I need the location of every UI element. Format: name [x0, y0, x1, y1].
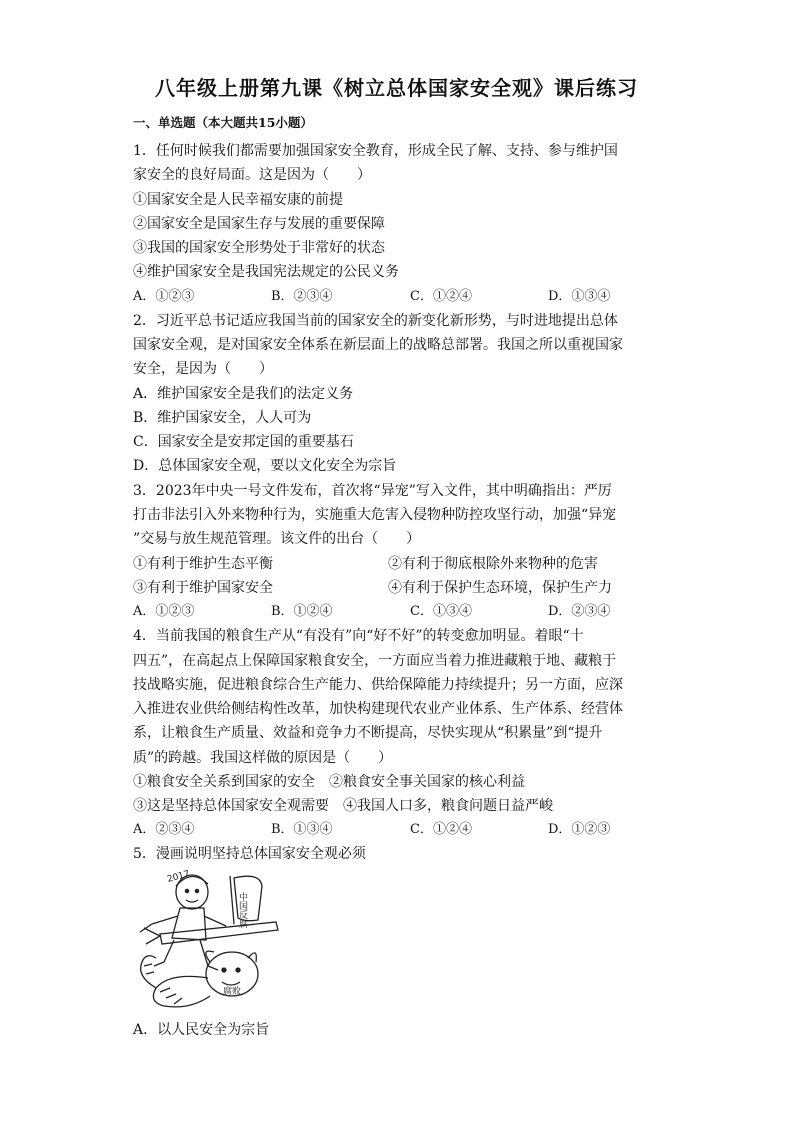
- q1-item-1: ①国家安全是人民幸福安康的前提: [133, 192, 343, 208]
- q2-choice-b: B．维护国家安全，人人可为: [133, 410, 312, 426]
- cartoon-banner-label: 中国反腐: [237, 892, 247, 928]
- q1-line-2: 家安全的良好局面。这是因为（ ）: [133, 167, 371, 183]
- q3-choice-b: B．①②④: [271, 604, 333, 619]
- q2-line-2: 国家安全观，是对国家安全体系在新层面上的战略总部署。我国之所以重视国家: [133, 337, 623, 353]
- q4-line-2: 四五”，在高起点上保障国家粮食安全，一方面应当着力推进藏粮于地、藏粮于: [133, 653, 617, 669]
- q4-choice-b: B．①③④: [271, 822, 333, 837]
- q5-line-1: 5．漫画说明坚持总体国家安全观必须: [133, 846, 366, 862]
- man-arm-right: [204, 916, 226, 926]
- q2-choice-a: A．维护国家安全是我们的法定义务: [133, 386, 354, 402]
- cartoon-year-label: 2017: [166, 869, 191, 885]
- q4-line-1: 4．当前我国的粮食生产从“有没有”向“好不好”的转变愈加明显。着眼“十: [133, 628, 584, 644]
- page-title: 八年级上册第九课《树立总体国家安全观》课后练习: [155, 76, 638, 100]
- q3-line-2: 打击非法引入外来物种行为，实施重大危害入侵物种防控攻坚行动，加强“异宠: [133, 507, 617, 523]
- q2-choice-c: C．国家安全是安邦定国的重要基石: [133, 434, 354, 450]
- q4-choice-d: D．①②③: [548, 822, 611, 837]
- q2-line-1: 2．习近平总书记适应我国当前的国家安全的新变化新形势，与时进地提出总体: [133, 313, 618, 329]
- q1-choice-d: D．①③④: [548, 289, 611, 304]
- q4-line-3: 技战略实施，促进粮食综合生产能力、供给保障能力持续提升；另一方面，应深: [133, 677, 623, 693]
- q3-item-2: ②有利于彻底根除外来物种的危害: [388, 556, 598, 572]
- section-heading: 一、单选题（本大题共15小题）: [133, 115, 313, 130]
- q4-line-7: ①粮食安全关系到国家的安全 ②粮食安全事关国家的核心利益: [133, 774, 525, 790]
- q3-item-1: ①有利于维护生态平衡: [133, 556, 273, 572]
- q3-line-3: ”交易与放生规范管理。该文件的出台（ ）: [133, 531, 421, 547]
- q1-choice-a: A．①②③: [133, 289, 195, 304]
- q1-choice-b: B．②③④: [271, 289, 333, 304]
- q3-choice-c: C．①③④: [410, 604, 472, 619]
- q4-line-5: 系，让粮食生产质量、效益和竞争力不断提高，尽快实现从“积累量”到“提升: [133, 725, 603, 741]
- q3-item-4: ④有利于保护生态环境，保护生产力: [388, 580, 612, 596]
- q1-item-2: ②国家安全是国家生存与发展的重要保障: [133, 216, 385, 232]
- q1-item-3: ③我国的国家安全形势处于非常好的状态: [133, 240, 385, 256]
- q5-choice-a: A．以人民安全为宗旨: [133, 1022, 270, 1038]
- q1-choice-c: C．①②④: [410, 289, 472, 304]
- q1-line-1: 1．任何时候我们都需要加强国家安全教育，形成全民了解、支持、参与维护国: [133, 143, 618, 159]
- q4-choice-c: C．①②④: [410, 822, 472, 837]
- q4-line-8: ③这是坚持总体国家安全观需要 ④我国人口多，粮食问题日益严峻: [133, 798, 553, 814]
- q3-choice-d: D．②③④: [548, 604, 611, 619]
- q1-item-4: ④维护国家安全是我国宪法规定的公民义务: [133, 264, 399, 280]
- banner-pole: [230, 876, 234, 924]
- q3-item-3: ③有利于维护国家安全: [133, 580, 273, 596]
- q3-line-1: 3．2023年中央一号文件发布，首次将“异宠”写入文件，其中明确指出：严厉: [133, 483, 612, 499]
- q2-line-3: 安全，是因为（ ）: [133, 361, 273, 377]
- anti-corruption-cartoon: [130, 866, 290, 1016]
- q2-choice-d: D．总体国家安全观，要以文化安全为宗旨: [133, 458, 397, 474]
- q3-choice-a: A．①②③: [133, 604, 195, 619]
- club: [160, 922, 278, 944]
- man-body: [172, 908, 206, 940]
- man-arm-left: [140, 916, 178, 932]
- q4-line-6: 质”的跨越。我国这样做的原因是（ ）: [133, 750, 393, 766]
- man-leg-right: [200, 940, 218, 970]
- cartoon-tiger-label: 腐败: [223, 987, 242, 997]
- q4-choice-a: A．②③④: [133, 822, 195, 837]
- q4-line-4: 入推进农业供给侧结构性改革，加快构建现代农业产业体系、生产体系、经营体: [133, 701, 623, 717]
